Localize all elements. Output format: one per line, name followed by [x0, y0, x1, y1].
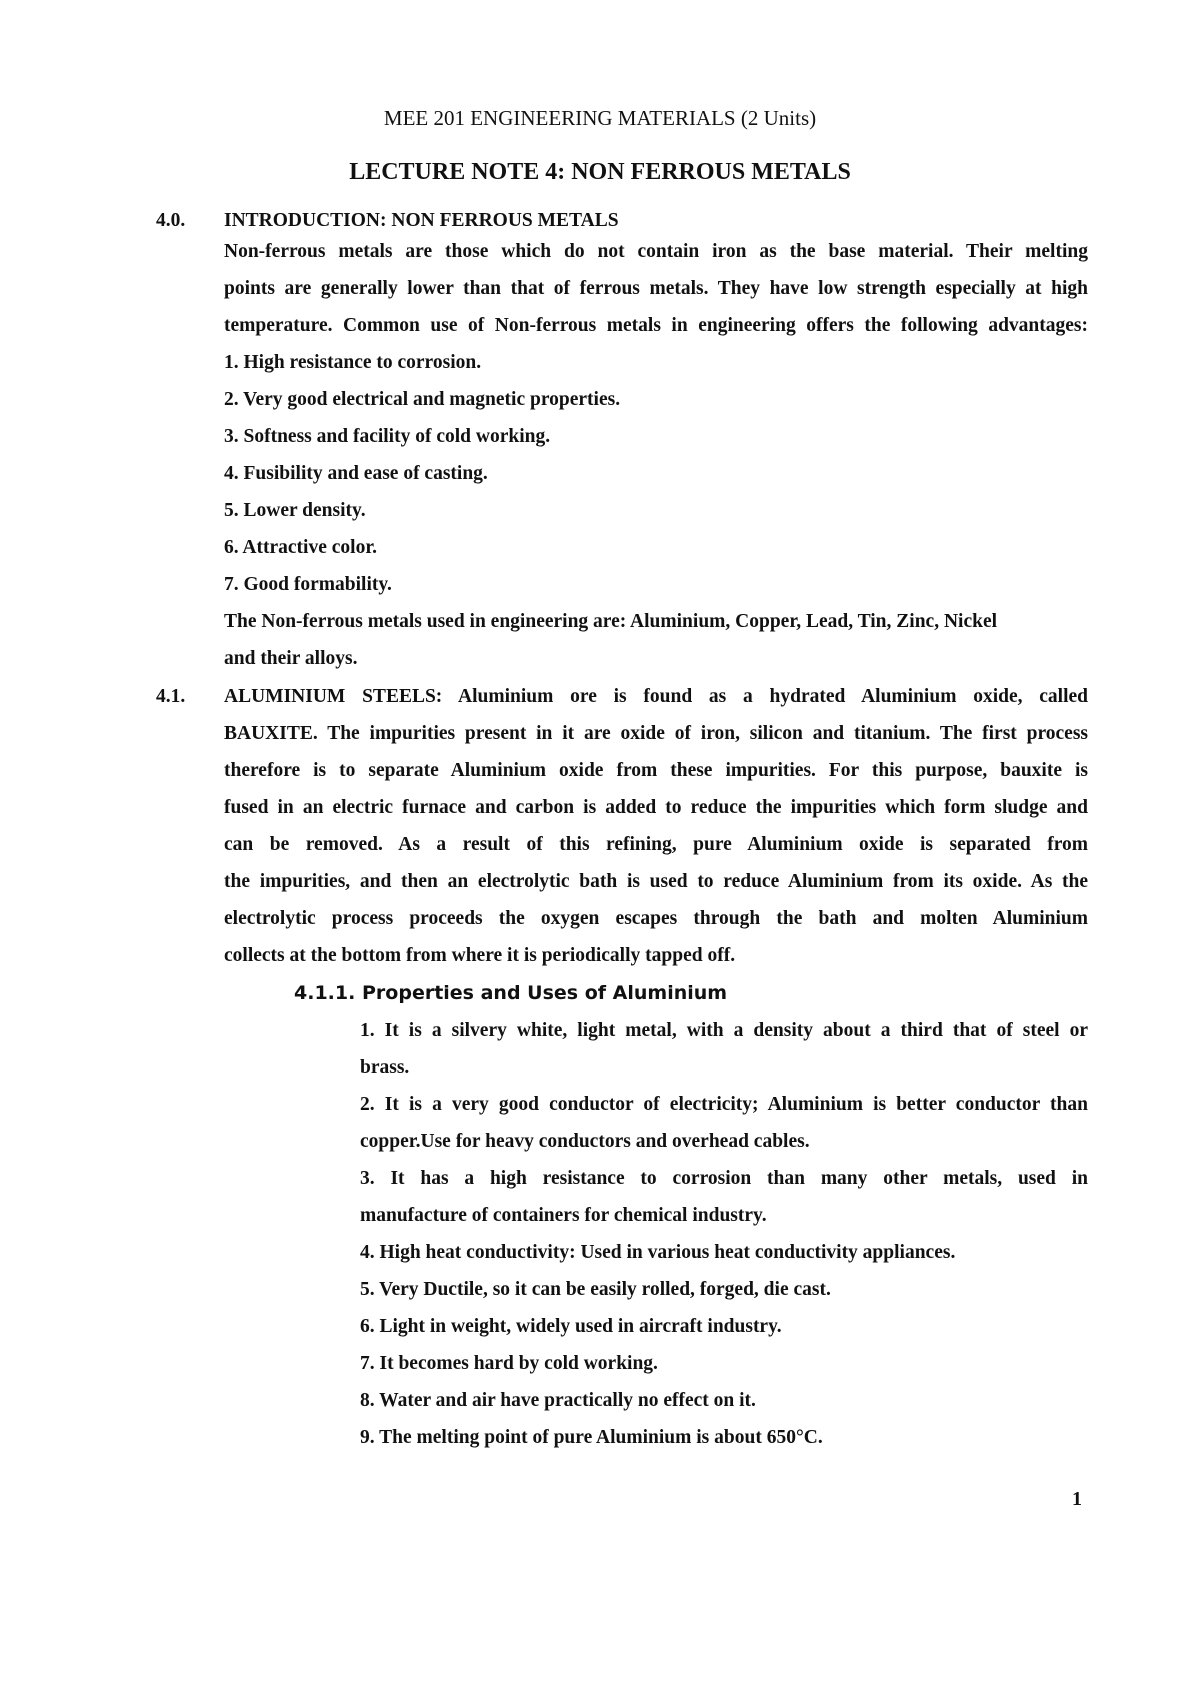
paragraph-line: The Non-ferrous metals used in engineering are: Aluminium, Copper, Lead, Tin, Zinc, Nickel [224, 611, 998, 632]
section-number: 4.1. [156, 686, 186, 707]
property-item-line: 2. It is a very good conductor of electricity; Aluminium is better conductor than [360, 1094, 1088, 1115]
property-item: 4. High heat conductivity: Used in various heat conductivity appliances. [360, 1242, 956, 1263]
paragraph-line: temperature. Common use of Non-ferrous metals in engineering offers the following advantages: [224, 315, 1088, 336]
paragraph-line: therefore is to separate Aluminium oxide from these impurities. For this purpose, bauxite is [224, 760, 1088, 781]
subsection-heading: Properties and Uses of Aluminium [362, 982, 728, 1004]
paragraph-line: BAUXITE. The impurities present in it are oxide of iron, silicon and titanium. The first process [224, 723, 1088, 744]
property-item-line: manufacture of containers for chemical industry. [360, 1205, 767, 1226]
property-item: 9. The melting point of pure Aluminium is about 650°C. [360, 1427, 823, 1448]
paragraph-line: fused in an electric furnace and carbon is added to reduce the impurities which form sludge and [224, 797, 1088, 818]
paragraph-line: points are generally lower than that of ferrous metals. They have low strength especially at high [224, 278, 1088, 299]
page-number: 1 [1072, 1488, 1082, 1510]
property-item: 6. Light in weight, widely used in aircraft industry. [360, 1316, 782, 1337]
paragraph-line: and their alloys. [224, 648, 358, 669]
property-item: 8. Water and air have practically no effect on it. [360, 1390, 756, 1411]
property-item-line: 3. It has a high resistance to corrosion than many other metals, used in [360, 1168, 1088, 1189]
paragraph-line: collects at the bottom from where it is periodically tapped off. [224, 945, 736, 966]
subsection-number: 4.1.1. [294, 982, 356, 1004]
paragraph-line: Non-ferrous metals are those which do not contain iron as the base material. Their melting [224, 241, 1088, 262]
list-item: 6. Attractive color. [224, 537, 378, 558]
paragraph-line [224, 684, 1088, 710]
paragraph-line: the impurities, and then an electrolytic bath is used to reduce Aluminium from its oxide. As the [224, 871, 1088, 892]
course-title: MEE 201 ENGINEERING MATERIALS (2 Units) [383, 106, 817, 130]
list-item: 2. Very good electrical and magnetic properties. [224, 389, 621, 410]
list-item: 1. High resistance to corrosion. [224, 352, 482, 373]
lecture-title: LECTURE NOTE 4: NON FERROUS METALS [349, 159, 851, 185]
paragraph-text: Aluminium ore is found as a hydrated Aluminium oxide, called [458, 686, 1088, 707]
list-item: 3. Softness and facility of cold working. [224, 426, 551, 447]
section-number: 4.0. [156, 210, 186, 231]
property-item-line: 1. It is a silvery white, light metal, with a density about a third that of steel or [360, 1020, 1088, 1041]
property-item-line: brass. [360, 1057, 410, 1078]
property-item: 7. It becomes hard by cold working. [360, 1353, 658, 1374]
section-heading: INTRODUCTION: NON FERROUS METALS [224, 210, 619, 231]
property-item: 5. Very Ductile, so it can be easily rolled, forged, die cast. [360, 1279, 831, 1300]
list-item: 4. Fusibility and ease of casting. [224, 463, 488, 484]
list-item: 5. Lower density. [224, 500, 366, 521]
paragraph-line: electrolytic process proceeds the oxygen escapes through the bath and molten Aluminium [224, 908, 1088, 929]
property-item-line: copper.Use for heavy conductors and overhead cables. [360, 1131, 810, 1152]
list-item: 7. Good formability. [224, 574, 392, 595]
paragraph-line: can be removed. As a result of this refining, pure Aluminium oxide is separated from [224, 834, 1088, 855]
section-heading: ALUMINIUM STEELS: [224, 686, 443, 707]
